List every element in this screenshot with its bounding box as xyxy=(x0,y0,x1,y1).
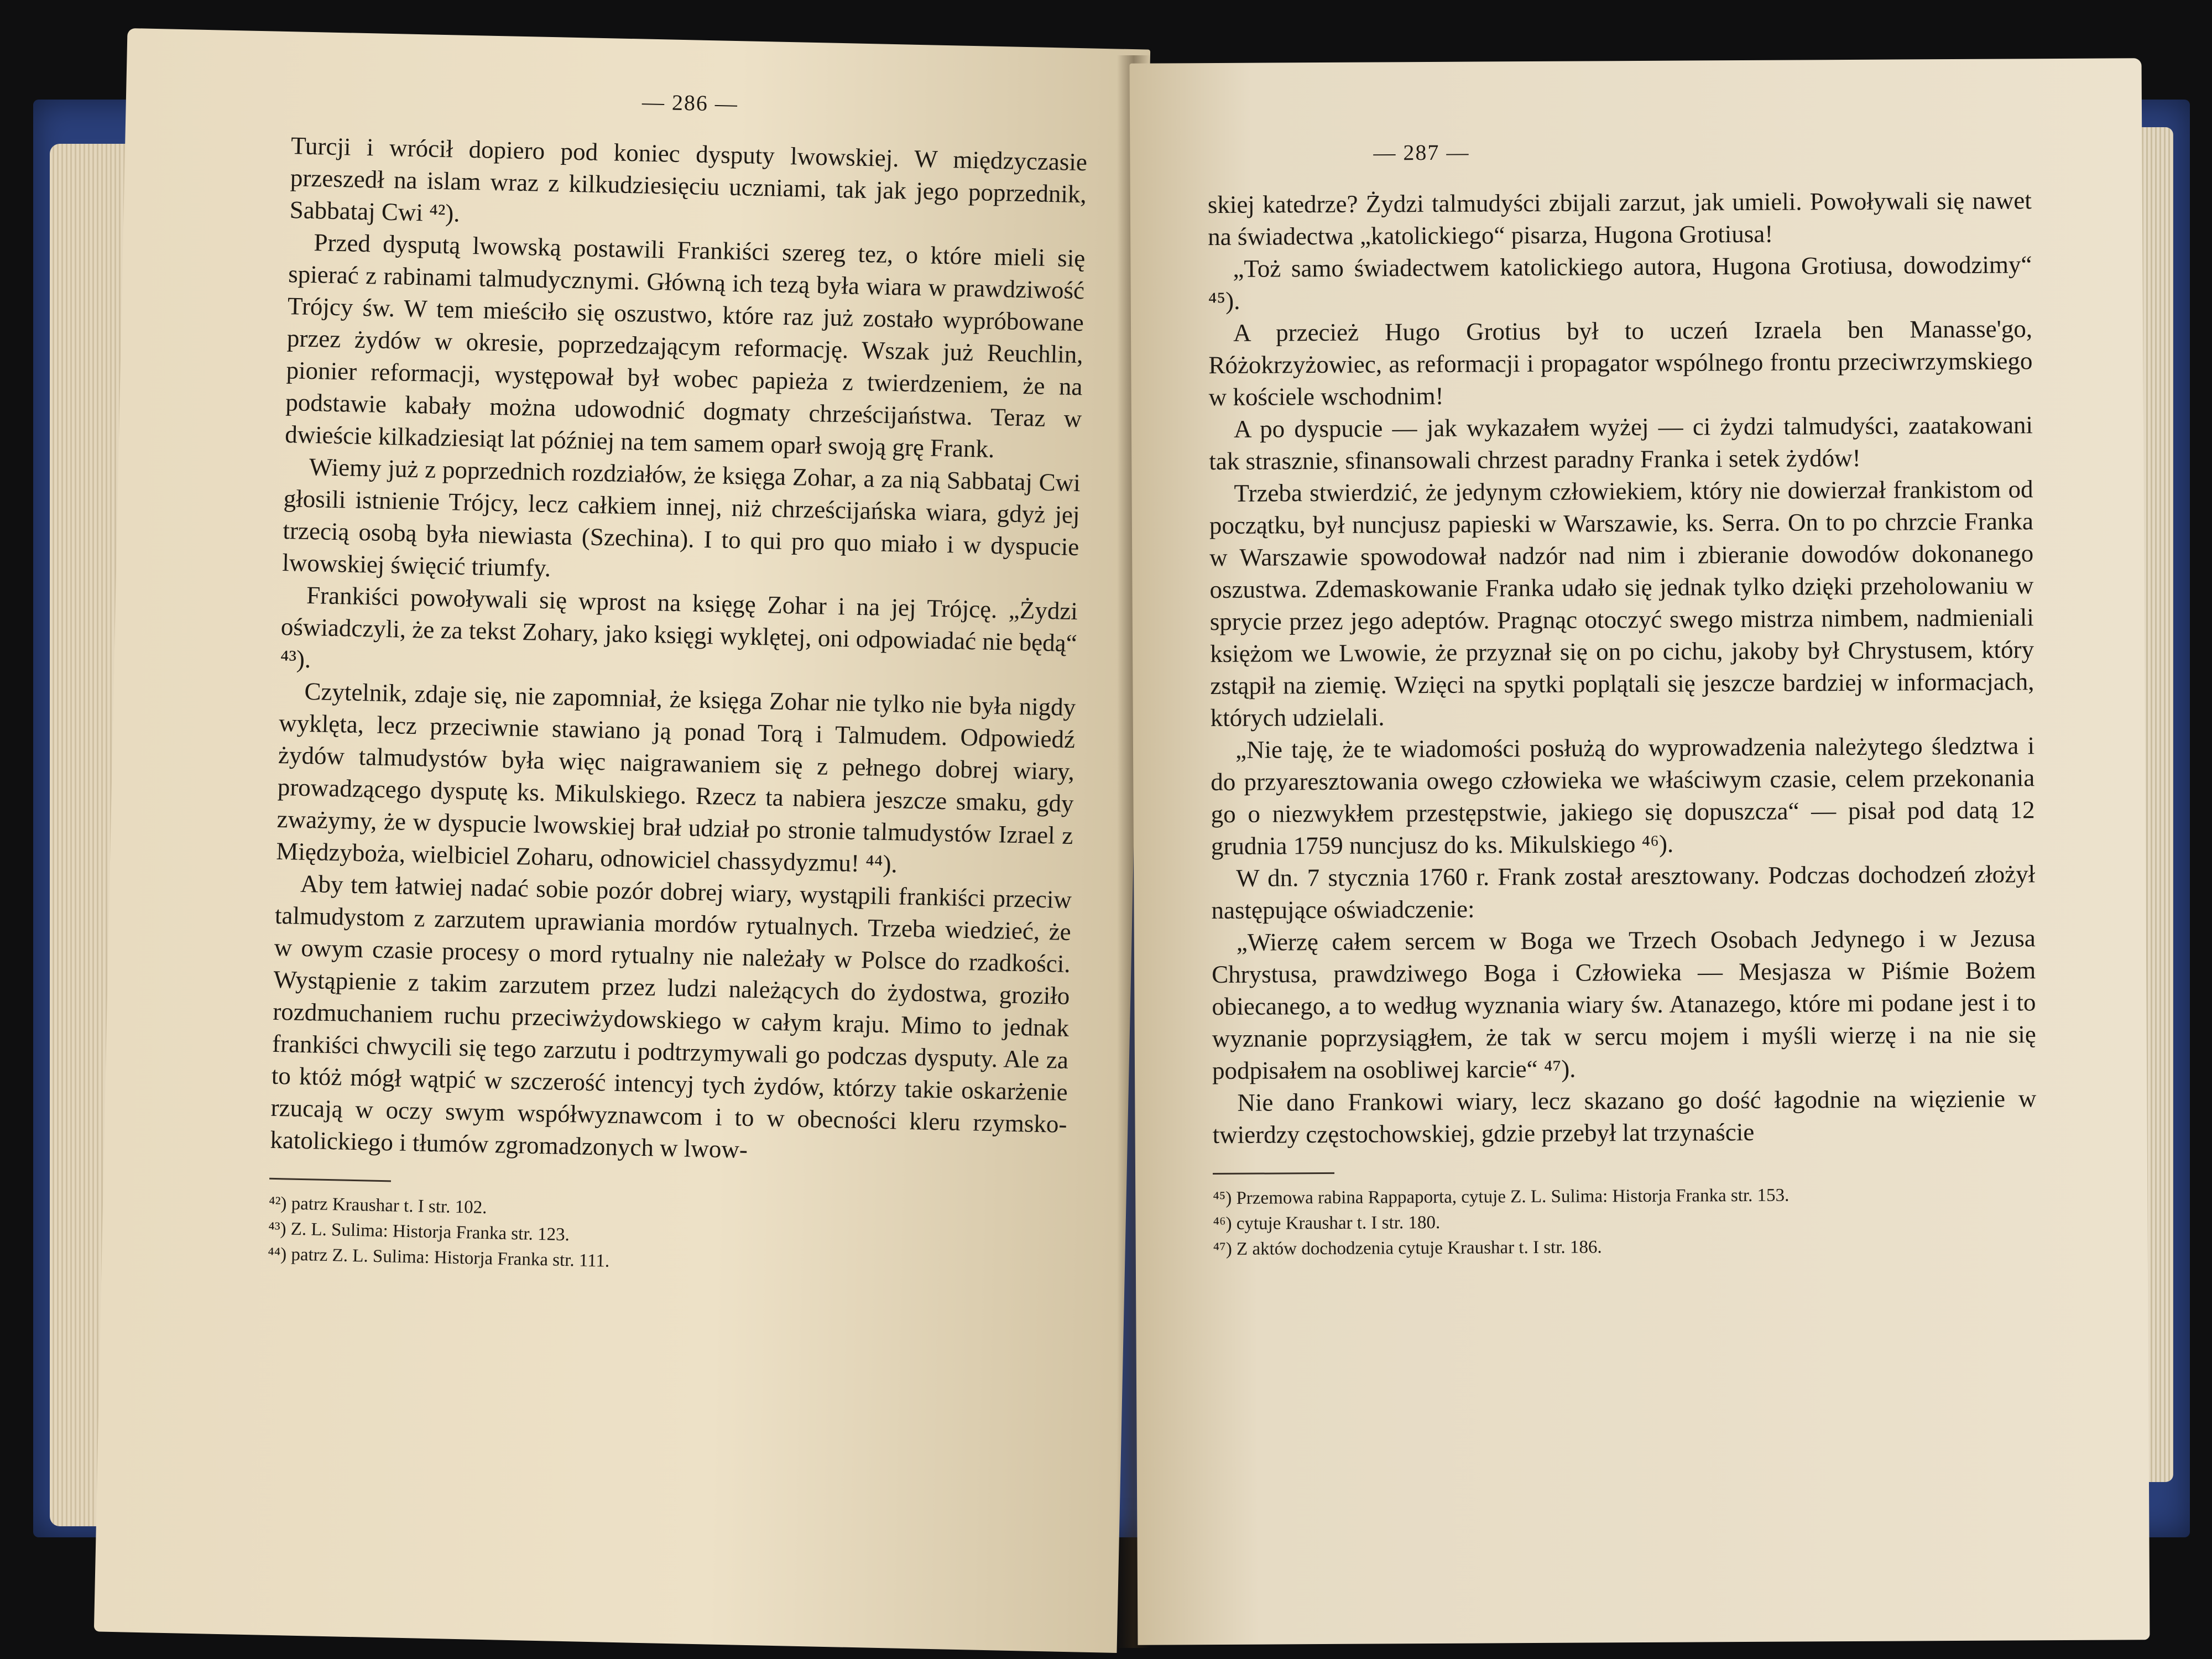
right-page xyxy=(1130,58,2150,1645)
paragraph: A po dyspucie — jak wykazałem wyżej — ci żydzi talmudyści, zaatakowani tak strasznie, sfinansowali chrzest paradny Franka i setek żydów! xyxy=(1209,411,2033,476)
paragraph: Nie dano Frankowi wiary, lecz skazano go dość łagodnie na więzienie w twierdzy częstochowskiej, gdzie przebył lat trzynaście xyxy=(1212,1084,2037,1149)
footnotes xyxy=(268,1191,1066,1284)
paragraph: Trzeba stwierdzić, że jedynym człowiekiem, który nie dowierzał frankistom od początku, był nuncjusz papieski w Warszawie, ks. Serra. On to po chrzcie Franka w Warszawie spowodował nadzór nad nim i zbieranie dowodów dokonanego oszustwa. Zdemaskowanie Franka udało się jednak tylko dzięki przeholowaniu w sprycie przez jego adeptów. Pragnąc otoczyć swego mistrza nimbem, nadmieniali księżom we Lwowie, że przyznał się on po cichu, jakoby był Chrystusem, który zstąpił na ziemię. Wzięci na spytki poplątali się jeszcze bardziej w informacjach, których udzielali. xyxy=(1209,475,2034,732)
footnote: ⁴⁷) Z aktów dochodzenia cytuje Kraushar t. I str. 186. xyxy=(1213,1237,1602,1260)
paragraph: Turcji i wrócił dopiero pod koniec dysputy lwowskiej. W międzyczasie przeszedł na islam wraz z kilkudziesięciu uczniami, tak jak jego poprzednik, Sabbataj Cwi ⁴²). xyxy=(289,132,1088,227)
footnote: ⁴³) Z. L. Sulima: Historja Franka str. 123. xyxy=(268,1218,570,1245)
page-number: — 286 — xyxy=(641,89,739,117)
paragraph: Czytelnik, zdaje się, nie zapomniał, że księga Zohar nie tylko nie była nigdy wyklęta, lecz przeciwnie stawiano ją ponad Torą i Talmudem. Odpowiedź żydów talmudystów była więc naigrawaniem się z pełnego dobrej wiary, prowadzącego dysputę ks. Mikulskiego. Rzecz ta nabiera jeszcze smaku, gdy zważymy, że w dyspucie lwowskiej brał udział po stronie talmudystów Izrael z Międzyboża, wielbiciel Zoharu, odnowiciel chassydyzmu! ⁴⁴). xyxy=(275,677,1076,878)
paragraph: „Nie taję, że te wiadomości posłużą do wyprowadzenia należytego śledztwa i do przyaresztowania owego człowieka we właściwym czasie, celem przekonania go o niezwykłem przestępstwie, jakiego się dopuszcza“ — pisał pod datą 12 grudnia 1759 nuncjusz do ks. Mikulskiego ⁴⁶). xyxy=(1211,732,2035,860)
page-body xyxy=(1208,184,2037,1151)
paragraph: W dn. 7 stycznia 1760 r. Frank został aresztowany. Podczas dochodzeń złożył następujące oświadczenie: xyxy=(1211,860,2036,925)
footnote: ⁴⁶) cytuje Kraushar t. I str. 180. xyxy=(1213,1212,1441,1234)
page-number: — 287 — xyxy=(1373,139,1470,165)
paragraph: Frankiści powoływali się wprost na księgę Zohar i na jej Trójcę. „Żydzi oświadczyli, że za tekst Zohary, jako księgi wyklętej, oni odpowiadać nie będą“ ⁴³). xyxy=(280,581,1078,674)
footnote-divider xyxy=(1213,1172,1334,1175)
page-body xyxy=(270,129,1088,1172)
footnote-divider xyxy=(269,1178,391,1182)
footnote: ⁴²) patrz Kraushar t. I str. 102. xyxy=(268,1193,487,1218)
footnotes xyxy=(1213,1181,2037,1262)
paragraph: A przecież Hugo Grotius był to uczeń Izraela ben Manasse'go, Różokrzyżowiec, as reformacji i propagator wspólnego frontu przeciwrzymskiego w kościele wschodnim! xyxy=(1208,315,2033,411)
paragraph: Przed dysputą lwowską postawili Frankiści szereg tez, o które mieli się spierać z rabinami talmudycznymi. Główną ich tezą była wiara w prawdziwość Trójcy św. W tem mieściło się oszustwo, które raz już zostało wypróbowane przez żydów w okresie, poprzedzającym reformację. Wszak już Reuchlin, pionier reformacji, występował był wobec papieża z twierdzeniem, że na podstawie kabały można udowodnić dogmaty chrześcijaństwa. Teraz w dwieście kilkadziesiąt lat później na tem samem oparł swoją grę Frank. xyxy=(284,228,1086,463)
paragraph: „Toż samo świadectwem katolickiego autora, Hugona Grotiusa, dowodzimy“ ⁴⁵). xyxy=(1208,251,2032,315)
paragraph: „Wierzę całem sercem w Boga we Trzech Osobach Jedynego i w Jezusa Chrystusa, prawdziwego Boga i Człowieka — Mesjasza w Piśmie Bożem obiecanego, a to według wyznania wiary św. Atanazego, które mi podane jest i to wyznanie poprzysiągłem, że tak w sercu mojem i myśli wierzę i na nie się podpisałem na osobliwej karcie“ ⁴⁷). xyxy=(1212,924,2036,1085)
paragraph: Aby tem łatwiej nadać sobie pozór dobrej wiary, wystąpili frankiści przeciw talmudystom z zarzutem uprawiania mordów rytualnych. Trzeba wiedzieć, że w owym czasie procesy o mord rytualny nie należały w Polsce do rzadkości. Wystąpienie z takim zarzutem przez ludzi należących do żydostwa, groziło rozdmuchaniem ruchu przeciwżydowskiego w całym kraju. Mimo to jednak frankiści chwycili się tego zarzutu i podtrzymywali go podczas dysputy. Ale za to któż mógł wątpić w szczerość intencyj tych żydów, którzy takie oskarżenie rzucają w oczy swym współwyznawcom i to w obecności kleru rzymsko-katolickiego i tłumów zgromadzonych w lwow- xyxy=(270,869,1072,1164)
footnote: ⁴⁵) Przemowa rabina Rappaporta, cytuje Z. L. Sulima: Historja Franka str. 153. xyxy=(1213,1185,1790,1209)
footnote: ⁴⁴) patrz Z. L. Sulima: Historja Franka str. 111. xyxy=(267,1244,610,1271)
left-page xyxy=(94,28,1150,1653)
paragraph: skiej katedrze? Żydzi talmudyści zbijali zarzut, jak umieli. Powoływali się nawet na świadectwa „katolickiego“ pisarza, Hugona Grotiusa! xyxy=(1207,186,2032,251)
paragraph: Wiemy już z poprzednich rozdziałów, że księga Zohar, a za nią Sabbataj Cwi głosili istnienie Trójcy, lecz całkiem innej, niż chrześcijańska wiara, gdyż jej trzecią osobą była niewiasta (Szechina). I to qui pro quo miało i w dyspucie lwowskiej święcić triumfy. xyxy=(281,453,1081,582)
